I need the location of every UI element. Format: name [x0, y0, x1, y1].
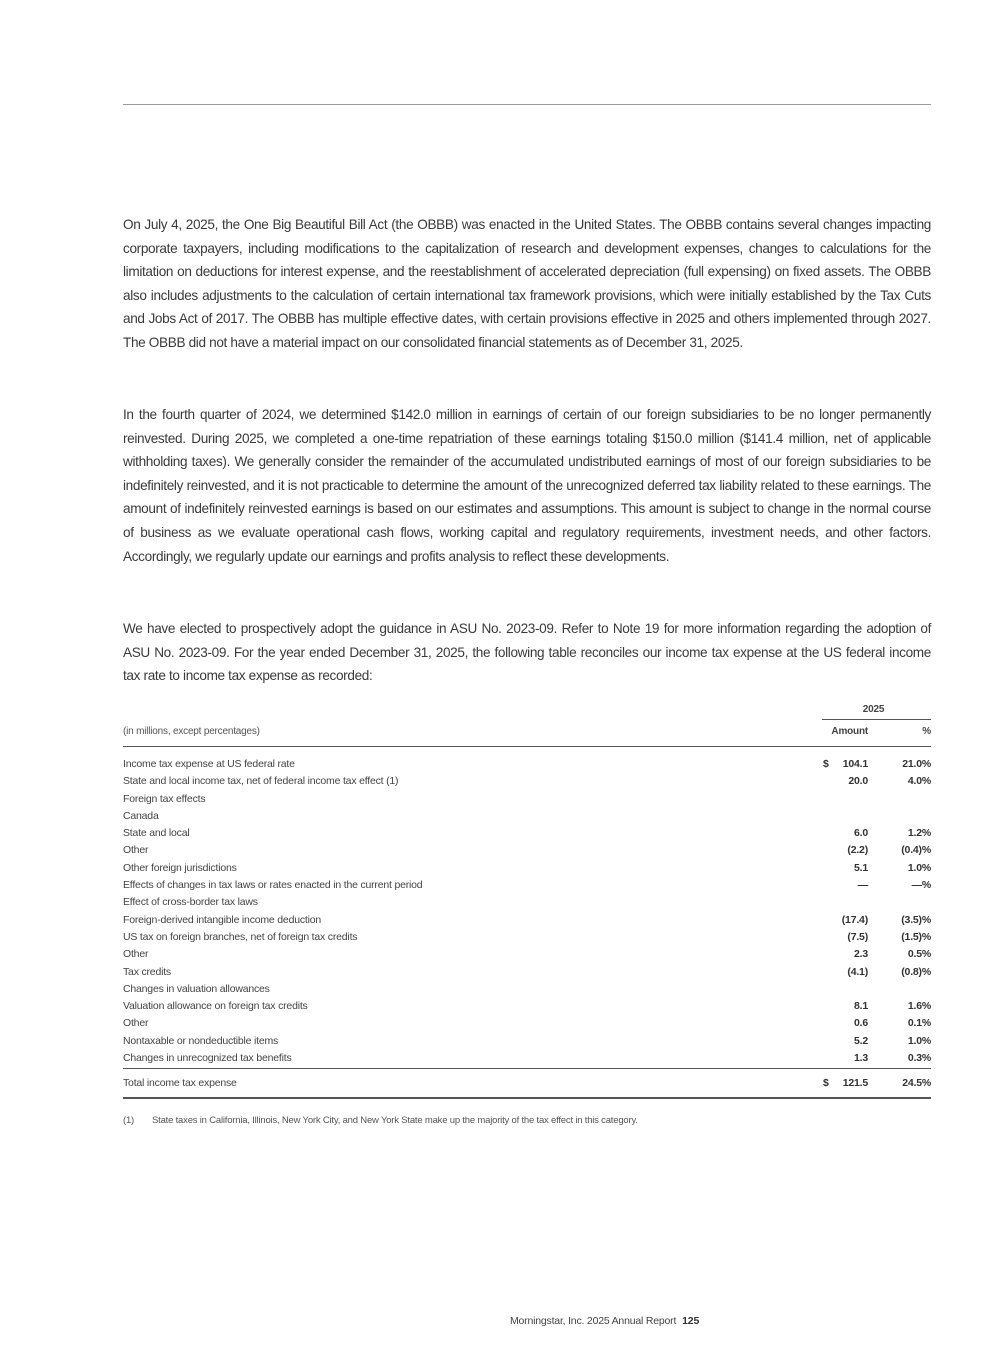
- row-amount: 8.1: [854, 1000, 868, 1013]
- table-row: [123, 964, 931, 981]
- paragraph-asu-adoption: We have elected to prospectively adopt the guidance in ASU No. 2023-09. Refer to Note 19 for more information regarding the adoption of ASU No. 2023-09. For the year ended December 31, 2025, the following table reconciles our income tax expense at the US federal income tax rate to income tax expense as recorded:: [123, 621, 931, 684]
- footnote-mark: (1): [123, 1115, 135, 1126]
- row-amount: (17.4): [841, 913, 868, 926]
- row-amount: 0.6: [854, 1017, 868, 1030]
- row-label: Other foreign jurisdictions: [123, 861, 237, 874]
- label-column-header: (in millions, except percentages): [123, 726, 260, 737]
- table-row: [123, 912, 931, 929]
- row-amount: 1.3: [854, 1052, 868, 1065]
- row-amount: (7.5): [847, 930, 868, 943]
- table-row: [123, 860, 931, 877]
- total-amount: 121.5: [842, 1077, 868, 1089]
- row-label: Nontaxable or nondeductible items: [123, 1034, 279, 1047]
- row-amount: 5.2: [854, 1034, 868, 1047]
- footnote-text: State taxes in California, Illinois, New York City, and New York State make up the majority of the tax effect in this category.: [152, 1115, 638, 1126]
- table-body: [123, 756, 931, 1067]
- dollar-sign: $: [823, 758, 829, 770]
- row-label: State and local: [123, 827, 190, 840]
- header-rule: [123, 104, 931, 105]
- row-percent: 0.3%: [907, 1052, 931, 1065]
- row-percent: 4.0%: [907, 775, 931, 788]
- footer-report-title: Morningstar, Inc. 2025 Annual Report: [510, 1315, 677, 1327]
- row-amount: —: [857, 879, 868, 892]
- paragraph-obbb: On July 4, 2025, the One Big Beautiful Bill Act (the OBBB) was enacted in the United States. The OBBB contains several changes impacting corporate taxpayers, including modifications to the capitalization of research and development expenses, changes to calculations for the limitation on deductions for interest expense, and the reestablishment of accelerated depreciation (full expensing) on fixed assets. The OBBB also includes adjustments to the calculation of certain international tax framework provisions, which were initially established by the Tax Cuts and Jobs Act of 2017. The OBBB has multiple effective dates, with certain provisions effective in 2025 and others implemented through 2027. The OBBB did not have a material impact on our consolidated financial statements as of December 31, 2025.: [123, 217, 931, 350]
- table-row: [123, 929, 931, 946]
- total-rule-top: [123, 1068, 931, 1069]
- table-row: [123, 894, 931, 911]
- table-row: [123, 998, 931, 1015]
- table-row: [123, 877, 931, 894]
- total-row: [123, 1074, 931, 1092]
- row-amount: 5.1: [854, 861, 868, 874]
- row-percent: (1.5)%: [901, 930, 931, 943]
- row-percent: 1.6%: [907, 1000, 931, 1013]
- table-row: [123, 808, 931, 825]
- row-amount: (4.1): [847, 965, 868, 978]
- row-percent: 0.5%: [907, 948, 931, 961]
- row-label: Effects of changes in tax laws or rates enacted in the current period: [123, 879, 423, 892]
- table-row: [123, 773, 931, 790]
- table-row: [123, 756, 931, 773]
- table-row: [123, 791, 931, 808]
- row-label: Effect of cross-border tax laws: [123, 896, 258, 909]
- year-header: 2025: [862, 704, 885, 715]
- row-percent: (0.8)%: [901, 965, 931, 978]
- row-percent: 21.0%: [902, 758, 931, 770]
- row-label: Other: [123, 1017, 149, 1030]
- row-percent: (3.5)%: [901, 913, 931, 926]
- row-label: US tax on foreign branches, net of foreign tax credits: [123, 930, 358, 943]
- total-dollar-sign: $: [823, 1077, 829, 1089]
- table-row: [123, 1015, 931, 1032]
- row-amount: 104.1: [842, 758, 868, 770]
- row-label: Tax credits: [123, 965, 171, 978]
- row-label: State and local income tax, net of federal income tax effect (1): [123, 775, 399, 788]
- total-rule-bottom: [123, 1097, 931, 1099]
- row-amount: 2.3: [854, 948, 868, 961]
- row-percent: —%: [911, 879, 931, 892]
- table-row: [123, 842, 931, 859]
- header-underline: [123, 746, 931, 747]
- page-number: 125: [682, 1315, 700, 1327]
- row-label: Foreign tax effects: [123, 792, 206, 805]
- paragraph-foreign-earnings: In the fourth quarter of 2024, we determined $142.0 million in earnings of certain of our foreign subsidiaries to be no longer permanently reinvested. During 2025, we completed a one-time repatriation of these earnings totaling $150.0 million ($141.4 million, net of applicable withholding taxes). We generally consider the remainder of the accumulated undistributed earnings of most of our foreign subsidiaries to be indefinitely reinvested, and it is not practicable to determine the amount of the unrecognized deferred tax liability related to these earnings. The amount of indefinitely reinvested earnings is based on our estimates and assumptions. This amount is subject to change in the normal course of business as we evaluate operational cash flows, working capital and regulatory requirements, investment needs, and other factors. Accordingly, we regularly update our earnings and profits analysis to reflect these developments.: [123, 407, 931, 564]
- row-label: Income tax expense at US federal rate: [123, 758, 295, 770]
- row-label: Other: [123, 948, 149, 961]
- row-amount: 20.0: [848, 775, 868, 788]
- row-label: Changes in unrecognized tax benefits: [123, 1052, 292, 1065]
- row-amount: (2.2): [847, 844, 868, 857]
- table-row: [123, 981, 931, 998]
- row-label: Foreign-derived intangible income deduction: [123, 913, 322, 926]
- row-label: Valuation allowance on foreign tax credits: [123, 1000, 308, 1013]
- year-rule: [822, 719, 931, 720]
- row-percent: 1.2%: [907, 827, 931, 840]
- page-footer: [510, 1315, 699, 1327]
- percent-column-header: %: [922, 726, 931, 737]
- total-percent: 24.5%: [902, 1077, 931, 1089]
- row-percent: 0.1%: [907, 1017, 931, 1030]
- row-label: Canada: [123, 809, 159, 822]
- table-row: [123, 946, 931, 963]
- row-amount: 6.0: [854, 827, 868, 840]
- amount-column-header: Amount: [831, 726, 868, 737]
- row-percent: (0.4)%: [901, 844, 931, 857]
- table-row: [123, 825, 931, 842]
- row-label: Other: [123, 844, 149, 857]
- row-label: Changes in valuation allowances: [123, 982, 270, 995]
- table-row: [123, 1050, 931, 1067]
- column-header-row: [123, 726, 931, 740]
- row-percent: 1.0%: [907, 1034, 931, 1047]
- table-row: [123, 1033, 931, 1050]
- total-label: Total income tax expense: [123, 1077, 237, 1089]
- row-percent: 1.0%: [907, 861, 931, 874]
